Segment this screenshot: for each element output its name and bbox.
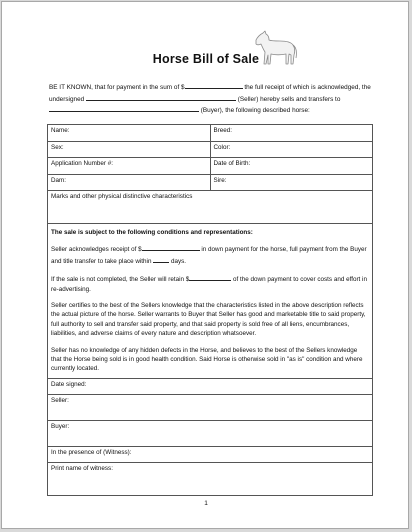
table-row [48, 224, 373, 379]
down-payment-blank[interactable] [142, 243, 200, 251]
dam-label: Dam: [51, 176, 67, 184]
application-number-label: Application Number #: [51, 160, 113, 167]
table-row [48, 446, 373, 462]
buyer-label: Buyer: [51, 422, 70, 430]
seller-label: Seller: [51, 396, 69, 404]
payment-amount-blank[interactable] [185, 81, 243, 89]
sire-label: Sire: [213, 176, 227, 184]
intro-text-2: the full receipt of which is acknowledged, the undersigned [49, 84, 371, 103]
down-payment-text: Seller acknowledges receipt of $ [51, 246, 142, 254]
table-row [48, 158, 373, 175]
seller-signature-field[interactable] [48, 394, 373, 420]
marks-label: Marks and other physical distinctive characteristics [51, 193, 193, 200]
breed-field[interactable] [210, 125, 373, 142]
name-field[interactable] [48, 125, 211, 142]
full-payment-text: in down payment for the horse, full payment from the Buyer and title transfer to take place within [51, 246, 367, 265]
table-row [48, 378, 373, 394]
date-of-birth-label: Date of Birth: [213, 160, 251, 167]
intro-text-3: (Seller) hereby sells and transfers to [235, 95, 341, 103]
horse-details-table [47, 124, 373, 496]
table-row [48, 174, 373, 191]
witness-label: In the presence of (Witness): [51, 448, 132, 456]
color-label: Color: [213, 143, 231, 151]
conditions-paragraph: Seller has no knowledge of any hidden defects in the Horse, and believes to the best of the Sellers knowledge that the Horse being sold is in good health condition. Said Horse is otherwise sold in "as is" condition and where currently located. [51, 346, 363, 373]
date-signed-field[interactable] [48, 378, 373, 394]
date-signed-label: Date signed: [51, 380, 87, 388]
color-field[interactable] [210, 141, 373, 158]
conditions-paragraph [51, 273, 369, 294]
conditions-heading: The sale is subject to the following conditions and representations: [51, 229, 253, 236]
buyer-signature-field[interactable] [48, 420, 373, 446]
table-row [48, 420, 373, 446]
dam-field[interactable] [48, 174, 211, 191]
conditions-paragraph [51, 243, 369, 266]
table-row [48, 191, 373, 224]
conditions-section [48, 224, 373, 379]
days-blank[interactable] [153, 255, 169, 263]
page-number: 1 [204, 500, 208, 507]
intro-text-1: BE IT KNOWN, that for payment in the sum of $ [49, 84, 185, 91]
breed-label: Breed: [213, 127, 233, 134]
sire-field[interactable] [210, 174, 373, 191]
retain-costs-text: of the down payment to cover costs and effort in re-advertising. [51, 276, 367, 293]
table-row [48, 394, 373, 420]
retain-text: If the sale is not completed, the Seller will retain $ [51, 276, 190, 284]
conditions-paragraph: Seller certifies to the best of the Sellers knowledge that the characteristics listed in the above description reflects the actual picture of the horse. Seller warrants to Buyer that Seller has good and marketable title to said property, full authority to sell and transfer said property, and that said property is sold free of all liens, encumbrances, liabilities, and adverse claims of every nature and description whatsoever. [51, 302, 366, 338]
retain-amount-blank[interactable] [189, 273, 231, 281]
sex-field[interactable] [48, 141, 211, 158]
days-text: days. [169, 257, 187, 265]
document-page [1, 1, 409, 529]
witness-name-field[interactable] [48, 462, 373, 495]
name-label: Name: [51, 127, 70, 134]
marks-field[interactable] [48, 191, 373, 224]
table-row [48, 462, 373, 495]
witness-name-label: Print name of witness: [51, 464, 113, 472]
sex-label: Sex: [51, 143, 64, 151]
seller-name-blank[interactable] [86, 93, 236, 101]
intro-paragraph [49, 81, 371, 116]
table-row [48, 125, 373, 142]
witness-signature-field[interactable] [48, 446, 373, 462]
application-number-field[interactable] [48, 158, 211, 175]
document-title: Horse Bill of Sale [152, 52, 260, 66]
table-row [48, 141, 373, 158]
intro-text-4: (Buyer), the following described horse: [199, 107, 310, 115]
buyer-name-blank[interactable] [49, 104, 199, 112]
date-of-birth-field[interactable] [210, 158, 373, 175]
